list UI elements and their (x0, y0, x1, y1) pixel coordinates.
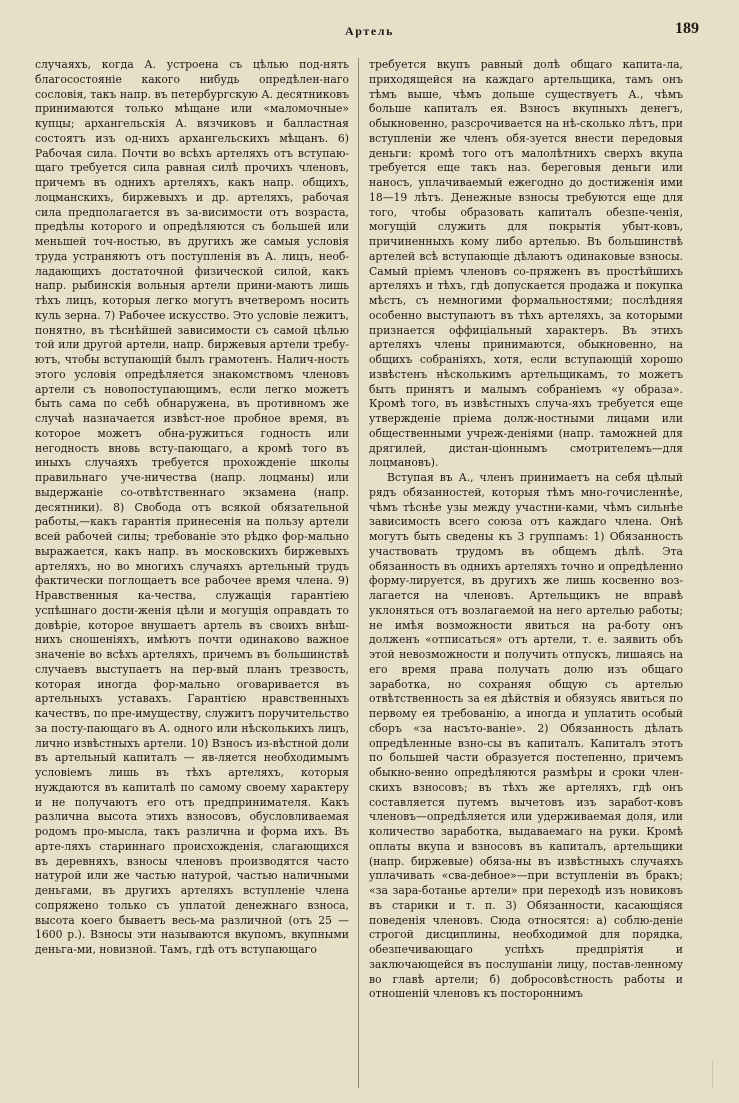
page-header (0, 20, 739, 48)
running-title: Артель (344, 24, 395, 38)
right-column (369, 58, 683, 1086)
paragraph: случаяхъ, когда А. устроена съ цѣлью под-нять благосостояніе какого нибудь опредѣлен-наго сословія, такъ напр. въ петербургскую А. десятниковъ принимаются только мѣщане или «маломочные» купцы; архангельскія А. вязчиковъ и балластная состоятъ изъ од-нихъ архангельскихъ мѣщанъ. 6) Рабочая сила. Почти во всѣхъ артеляхъ отъ вступаю-щаго требуется сила равная силѣ прочихъ членовъ, причемъ въ однихъ артеляхъ, какъ напр. общихъ, лоцманскихъ, биржевыхъ и др. артеляхъ, рабочая сила предполагается въ за-висимости отъ возраста, предѣлы которого и опредѣляются съ большей или меньшей точ-ностью, въ другихъ же самыя условія труда устраняютъ отъ поступленія въ А. лицъ, необ-ладающихъ достаточной физической силой, какъ напр. рыбинскія вольныя артели прини-маютъ лишь тѣхъ лицъ, которыя легко могутъ вчетверомъ носить куль зерна. 7) Рабочее искусство. Это условіе лежитъ, понятно, въ тѣснѣйшей зависимости съ самой цѣлью той или другой артели, напр. биржевыя артели требу-ютъ, чтобы вступающій былъ грамотенъ. Налич-ность этого условія опредѣляется знакомствомъ членовъ артели съ новопоступающимъ, если легко можетъ быть сама по себѣ обнаружена, въ противномъ же случаѣ назначается извѣст-ное пробное время, въ которое можетъ обна-ружиться годность или негодность вновь всту-пающаго, а кромѣ того въ иныхъ случаяхъ требуется прохожденіе школы правильнаго уче-ничества (напр. лоцманы) или выдержаніе со-отвѣтственнаго экзамена (напр. десятники). 8) Свобода отъ всякой обязательной работы,—какъ гарантія принесенія на пользу артели всей рабочей силы; требованіе это рѣдко фор-мально выражается, какъ напр. въ московскихъ биржевыхъ артеляхъ, но во многихъ случаяхъ артельный трудъ фактически поглощаетъ все рабочее время члена. 9) Нравственныя ка-чества, служащія гарантіею успѣшнаго дости-женія цѣли и могущія оправдать то довѣріе, которое внушаетъ артель въ своихъ внѣш-нихъ сношеніяхъ, имѣютъ почти одинаково важное значеніе во всѣхъ артеляхъ, причемъ въ большинствѣ случаевъ выступаетъ на пер-вый планъ трезвость, которая иногда фор-мально оговаривается въ артельныхъ уставахъ. Гарантією нравственныхъ качествъ, по пре-имуществу, служитъ поручительство за посту-пающаго въ А. одного или нѣсколькихъ лицъ, лично извѣстныхъ артели. 10) Взносъ из-вѣстной доли въ артельный капиталъ — яв-ляется необходимымъ условіемъ лишь въ тѣхъ артеляхъ, которыя нуждаются въ капиталѣ по самому своему характеру и не получаютъ его отъ предпринимателя. Какъ различна высота этихъ взносовъ, обусловливаемая родомъ про-мысла, такъ различна и форма ихъ. Въ арте-ляхъ стариннаго происхожденія, слагающихся въ деревняхъ, взносы членовъ производятся часто натурой или же частью натурой, частью наличными деньгами, въ другихъ артеляхъ вступленіе члена сопряжено только съ уплатой денежнаго взноса, высота коего бываетъ весь-ма различной (отъ 25 — 1600 р.). Взносы эти называются вкупомъ, вкупными деньга-ми, новизной. Тамъ, гдѣ отъ вступающаго (35, 58, 349, 956)
paragraph: требуется вкупъ равный долѣ общаго капита-ла, приходящейся на каждаго артельщика, тамъ онъ тѣмъ выше, чѣмъ дольше существуетъ А., чѣмъ больше капиталъ ея. Взносъ вкупныхъ денегъ, обыкновенно, разсрочивается на нѣ-сколько лѣтъ, при вступленіи же членъ обя-зуется внести передовыя деньги: кромѣ того отъ малолѣтнихъ сверхъ вкупа требуется еще такъ наз. береговыя деньги или наносъ, уплачиваемый ежегодно до достиженія ими 18—19 лѣтъ. Денежные взносы требуются еще для того, чтобы образовать капиталъ обезпе-ченія, могущій служить для покрытія убыт-ковъ, причиненныхъ кому либо артелью. Въ большинствѣ артелей всѣ вступающіе дѣлаютъ одинаковые взносы. Самый пріемъ членовъ со-пряженъ въ простѣйшихъ артеляхъ и тѣхъ, гдѣ допускается продажа и покупка мѣстъ, съ немногими формальностями; послѣдняя особенно выступаютъ въ тѣхъ артеляхъ, за которыми признается оффиціальный характеръ. Въ этихъ артеляхъ члены принимаются, обыкновенно, на общихъ собраніяхъ, хотя, если вступающій хорошо извѣстенъ нѣсколькимъ артельщикамъ, то можетъ быть принятъ и малымъ собраніемъ «у образа». Кромѣ того, въ извѣстныхъ случа-яхъ требуется еще утвержденіе пріема долж-ностными лицами или общественными учреж-деніями (напр. таможней для дрягилей, дистан-ціоннымъ смотрителемъ—для лоцмановъ). (369, 58, 683, 470)
page-edge-mark (712, 1060, 729, 1088)
page-number: 189 (675, 20, 699, 37)
column-divider (358, 58, 359, 1088)
left-column (35, 58, 349, 1086)
paragraph: Вступая въ А., членъ принимаетъ на себя цѣлый рядъ обязанностей, которыя тѣмъ мно-гочисленнѣе, чѣмъ тѣснѣе узы между участни-ками, чѣмъ сильнѣе зависимость всего союза отъ каждаго члена. Онѣ могутъ быть сведены къ 3 группамъ: 1) Обязанность участвовать трудомъ въ общемъ дѣлѣ. Эта обязанность въ однихъ артеляхъ точно и опредѣленно форму-лируется, въ другихъ же лишь косвенно воз-лагается на членовъ. Артельщикъ не вправѣ уклоняться отъ возлагаемой на него артелью работы; не имѣя возможности явиться на ра-боту онъ долженъ «отписаться» отъ артели, т. е. заявить объ этой невозможности и получить отпускъ, лишаясь на его время права получать долю изъ общаго заработка, но сохраняя общую съ артелью отвѣтственность за ея дѣйствія и обязуясь явиться по первому ея требованію, а иногда и уплатить особый сборъ «за насъто-ваніе». 2) Обязанность дѣлать опредѣленные взно-сы въ капиталъ. Капиталъ этотъ по большей части образуется постепенно, причемъ обыкно-венно опредѣляются размѣры и сроки член-скихъ взносовъ; въ тѣхъ же артеляхъ, гдѣ онъ составляется путемъ вычетовъ изъ заработ-ковъ членовъ—опредѣляется или удерживаемая доля, или количество заработка, выдаваемаго на руки. Кромѣ оплаты вкупа и взносовъ въ капиталъ, артельщики (напр. биржевые) обяза-ны въ извѣстныхъ случаяхъ уплачивать «сва-дебное»—при вступленіи въ бракъ; «за зара-ботанье артели» при переходѣ изъ новиковъ въ старики и т. п. 3) Обязанности, касающіяся поведенія членовъ. Сюда относятся: а) соблю-деніе строгой дисциплины, необходимой для порядка, обезпечивающаго успѣхъ предпріятія и заключающейся въ послушаніи лицу, постав-ленному во главѣ артели; б) добросовѣстность работы и отношеній членовъ къ постороннимъ (369, 471, 683, 1001)
